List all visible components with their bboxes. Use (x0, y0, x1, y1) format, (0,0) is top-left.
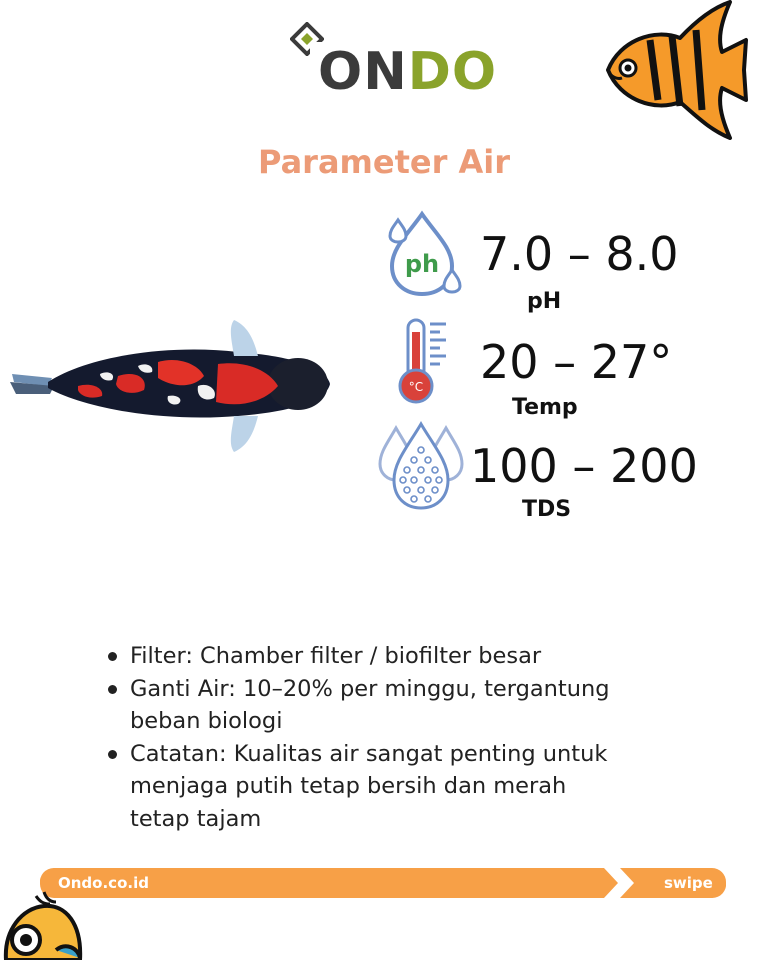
swipe-button[interactable]: swipe (664, 874, 713, 892)
notes-list (104, 640, 624, 835)
list-item (104, 673, 624, 738)
ph-value: 7.0 – 8.0 (480, 227, 679, 281)
note-water-change: Ganti Air: 10–20% per minggu, tergantung beban biologi (130, 675, 610, 734)
angelfish-illustration (600, 0, 750, 140)
ondo-logo (288, 18, 498, 108)
logo-wordmark: ONDO (318, 42, 498, 102)
svg-text:ph: ph (404, 250, 440, 278)
svg-text:°C: °C (408, 380, 424, 394)
thermometer-icon (392, 314, 458, 406)
ph-drop-icon (382, 206, 462, 298)
bullet-icon (108, 652, 117, 661)
note-filter: Filter: Chamber filter / biofilter besar (130, 643, 542, 669)
page-title: Parameter Air (257, 143, 511, 181)
note-remark: Catatan: Kualitas air sangat penting untuk menjaga putih tetap bersih dan merah tetap tajam (130, 740, 608, 832)
bullet-icon (108, 750, 117, 759)
list-item (104, 738, 624, 836)
tds-label: TDS (522, 497, 572, 522)
mascot-illustration (0, 890, 86, 960)
ph-label: pH (527, 289, 562, 314)
koi-fish-illustration (8, 316, 338, 460)
list-item (104, 640, 624, 673)
website-link[interactable]: Ondo.co.id (58, 874, 149, 892)
temp-value: 20 – 27° (480, 335, 673, 389)
bullet-icon (108, 685, 117, 694)
tds-drops-icon (376, 420, 466, 512)
temp-label: Temp (512, 395, 578, 420)
tds-value: 100 – 200 (470, 439, 698, 493)
